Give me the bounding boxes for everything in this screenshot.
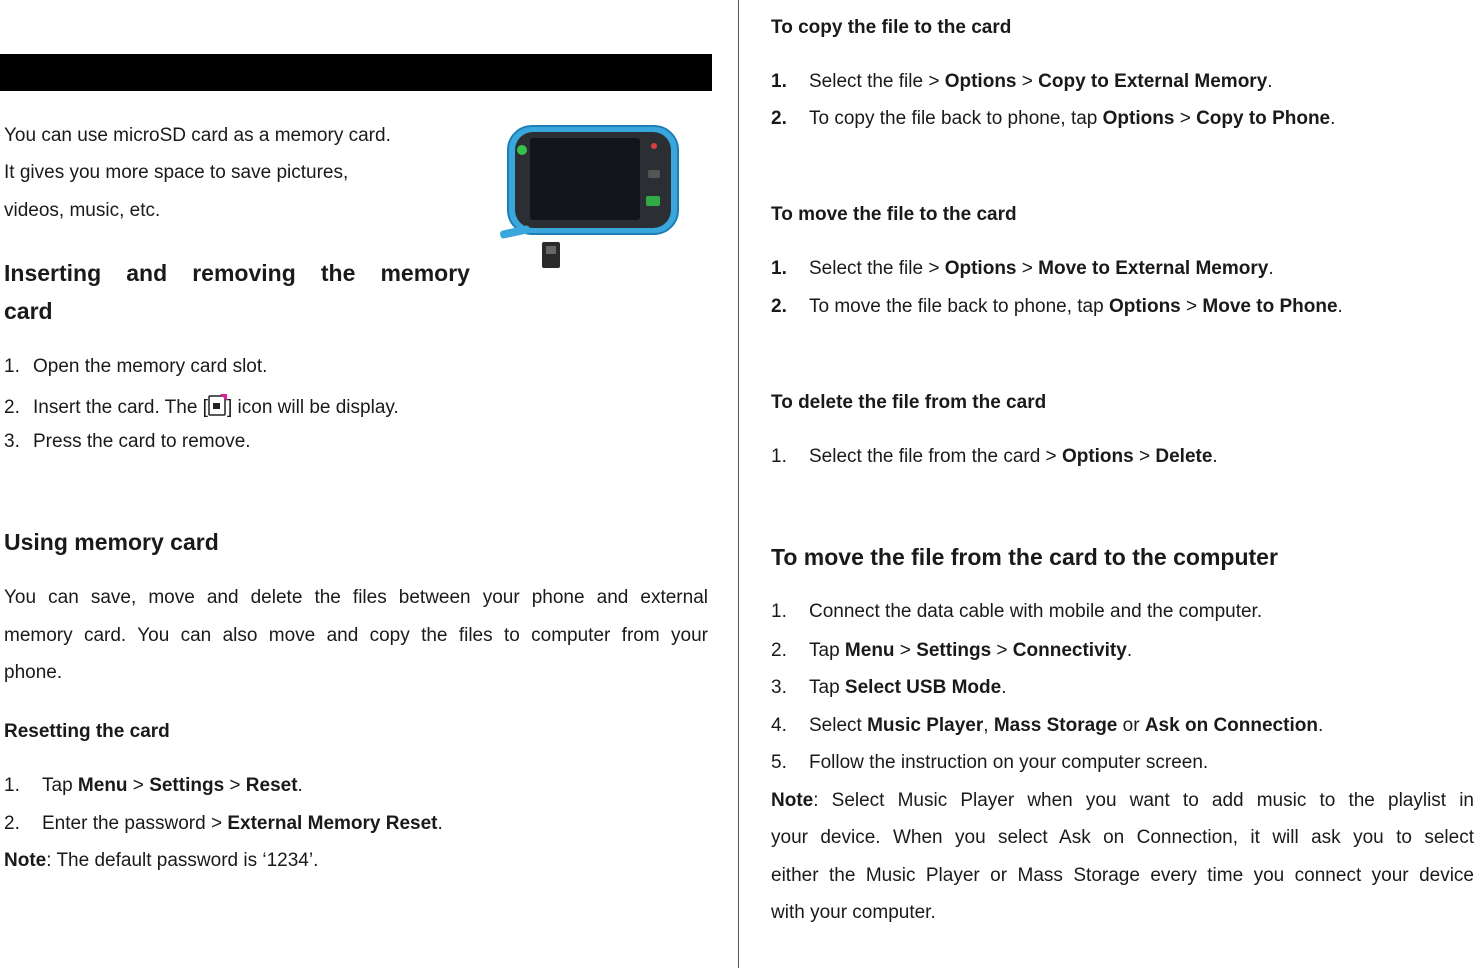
computer-note-line: your device. When you select Ask on Connection, it will ask you to select xyxy=(771,827,1474,848)
reset-step: 2. Enter the password > External Memory Reset. xyxy=(4,813,443,834)
computer-step: 3. Tap Select USB Mode. xyxy=(771,677,1007,698)
move-step: 2. To move the file back to phone, tap Options > Move to Phone. xyxy=(771,296,1343,317)
computer-note-line: either the Music Player or Mass Storage every time you connect your device xyxy=(771,865,1474,886)
insert-heading-line2: card xyxy=(4,298,53,324)
computer-step: 5. Follow the instruction on your computer screen. xyxy=(771,752,1209,773)
copy-step: 1. Select the file > Options > Copy to External Memory. xyxy=(771,71,1273,92)
section-header-bar xyxy=(0,54,712,91)
delete-heading: To delete the file from the card xyxy=(771,392,1047,413)
intro-line: You can use microSD card as a memory card. xyxy=(4,125,391,146)
delete-step: 1. Select the file from the card > Options > Delete. xyxy=(771,446,1218,467)
computer-step: 4. Select Music Player, Mass Storage or Ask on Connection. xyxy=(771,715,1324,736)
reset-step: 1. Tap Menu > Settings > Reset. xyxy=(4,775,303,796)
intro-line: It gives you more space to save pictures, xyxy=(4,162,349,183)
using-paragraph-line: You can save, move and delete the files between your phone and external xyxy=(4,587,708,608)
computer-note-line: Note: Select Music Player when you want to add music to the playlist in xyxy=(771,790,1474,811)
computer-step: 1. Connect the data cable with mobile and the computer. xyxy=(771,601,1263,622)
computer-step: 2. Tap Menu > Settings > Connectivity. xyxy=(771,640,1133,661)
computer-note-line: with your computer. xyxy=(771,902,936,923)
copy-step: 2. To copy the file back to phone, tap Options > Copy to Phone. xyxy=(771,108,1336,129)
using-paragraph-line: phone. xyxy=(4,662,63,683)
using-paragraph-line: memory card. You can also move and copy the files to computer from your xyxy=(4,625,708,646)
reset-note: Note: The default password is ‘1234’. xyxy=(4,850,319,871)
reset-heading: Resetting the card xyxy=(4,721,170,742)
phone-with-memory-card-image xyxy=(500,124,680,274)
insert-step: 1. Open the memory card slot. xyxy=(4,356,268,377)
insert-heading-line1: Inserting and removing the memory xyxy=(4,260,470,286)
memory-card-icon xyxy=(208,394,227,416)
computer-heading: To move the file from the card to the computer xyxy=(771,544,1278,570)
insert-step: 2. Insert the card. The [ ] icon will be display. xyxy=(4,394,399,420)
using-heading: Using memory card xyxy=(4,529,219,555)
insert-step: 3. Press the card to remove. xyxy=(4,431,251,452)
column-divider xyxy=(738,0,739,968)
move-step: 1. Select the file > Options > Move to External Memory. xyxy=(771,258,1274,279)
copy-heading: To copy the file to the card xyxy=(771,17,1012,38)
intro-line: videos, music, etc. xyxy=(4,200,161,221)
move-heading: To move the file to the card xyxy=(771,204,1017,225)
